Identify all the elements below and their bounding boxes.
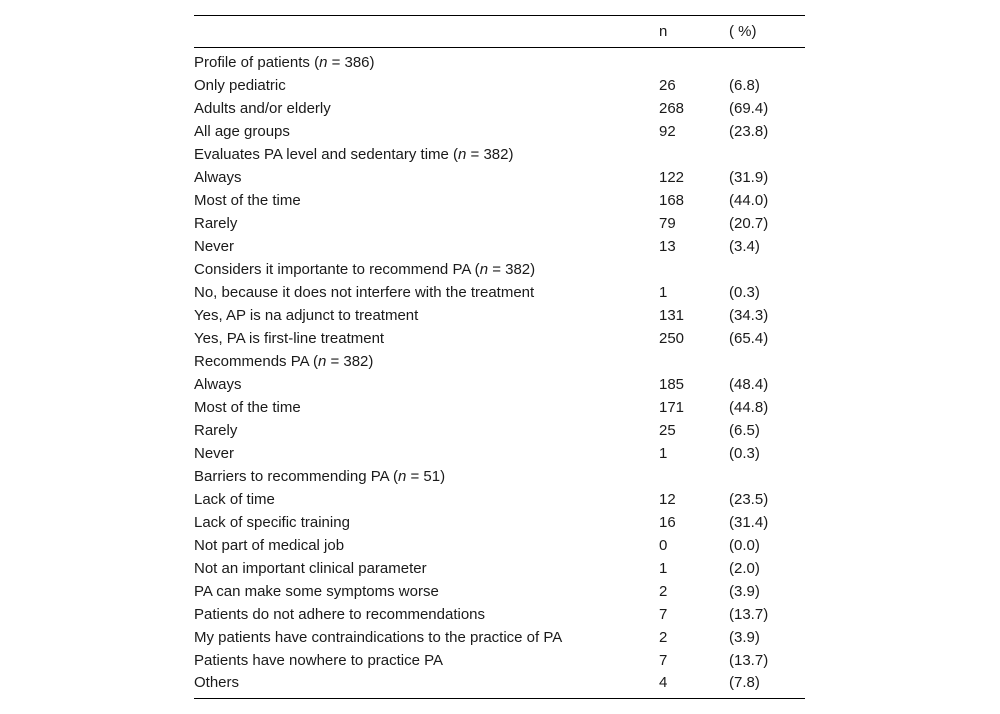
row-percent-value: (23.5): [729, 490, 769, 508]
table-row: [194, 120, 805, 143]
results-table-container: [194, 15, 805, 699]
section-percent-cell: [729, 465, 805, 488]
row-label: Yes, AP is na adjunct to treatment: [194, 306, 419, 324]
row-n-value: 25: [659, 421, 676, 439]
row-percent-value: (20.7): [729, 214, 769, 232]
section-title: [194, 465, 659, 488]
table-row: [194, 373, 805, 396]
table-row: [194, 580, 805, 603]
table-row: [194, 511, 805, 534]
table-row: [194, 672, 805, 699]
row-label: Not an important clinical parameter: [194, 559, 427, 577]
row-n-value: 7: [659, 605, 668, 623]
row-n-value: 1: [659, 283, 668, 301]
sample-size-symbol: n: [317, 352, 327, 370]
section-n-cell: [659, 48, 729, 74]
sample-size-symbol: n: [319, 53, 328, 71]
row-n-value: 16: [659, 513, 676, 531]
row-label: Lack of time: [194, 490, 275, 508]
table-row: [194, 534, 805, 557]
row-percent-value: (69.4): [729, 99, 769, 117]
section-row: [194, 258, 805, 281]
row-percent-value: (3.9): [729, 582, 760, 600]
row-percent-value: (13.7): [729, 651, 769, 669]
row-percent-value: (31.9): [729, 168, 769, 186]
row-n-value: 1: [659, 559, 668, 577]
sample-size-value: = 386): [327, 53, 375, 71]
row-n-value: 185: [659, 375, 685, 393]
header-label-column: [194, 16, 659, 48]
section-row: [194, 465, 805, 488]
table-row: [194, 603, 805, 626]
section-n-cell: [659, 258, 729, 281]
row-n-value: 7: [659, 651, 668, 669]
table-row: [194, 419, 805, 442]
section-title-text: Profile of patients (: [194, 53, 320, 71]
sample-size-value: = 382): [488, 260, 536, 278]
row-percent-value: (23.8): [729, 122, 769, 140]
row-label: Adults and/or elderly: [194, 99, 331, 117]
row-percent-value: (48.4): [729, 375, 769, 393]
table-row: [194, 327, 805, 350]
sample-size-symbol: n: [458, 145, 467, 163]
row-n-value: 92: [659, 122, 676, 140]
row-percent-value: (34.3): [729, 306, 769, 324]
row-percent-value: (0.0): [729, 536, 760, 554]
section-row: [194, 143, 805, 166]
table-row: [194, 166, 805, 189]
row-label: Rarely: [194, 214, 238, 232]
row-n-value: 4: [659, 672, 729, 699]
table-row: [194, 212, 805, 235]
section-title: [194, 258, 659, 281]
section-title: [194, 350, 659, 373]
section-title-text: Considers it importante to recommend PA (: [194, 260, 480, 278]
section-title-text: Recommends PA (: [194, 352, 318, 370]
row-label: No, because it does not interfere with the treatment: [194, 283, 535, 301]
row-n-value: 2: [659, 582, 668, 600]
row-label: Most of the time: [194, 191, 301, 209]
row-n-value: 171: [659, 398, 685, 416]
table-row: [194, 235, 805, 258]
section-row: [194, 48, 805, 74]
section-percent-cell: [729, 350, 805, 373]
section-title-text: Barriers to recommending PA (: [194, 467, 398, 485]
table-row: [194, 649, 805, 672]
row-percent-value: (0.3): [729, 444, 760, 462]
row-label: Rarely: [194, 421, 238, 439]
table-header: [194, 16, 805, 48]
sample-size-symbol: n: [397, 467, 407, 485]
section-n-cell: [659, 465, 729, 488]
row-n-value: 13: [659, 237, 676, 255]
row-label: PA can make some symptoms worse: [194, 582, 439, 600]
section-percent-cell: [729, 48, 805, 74]
row-percent-value: (44.8): [729, 398, 769, 416]
sample-size-value: = 382): [466, 145, 514, 163]
section-n-cell: [659, 350, 729, 373]
header-n-column: n: [659, 16, 729, 48]
section-n-cell: [659, 143, 729, 166]
table-row: [194, 74, 805, 97]
section-title-text: Evaluates PA level and sedentary time (: [194, 145, 459, 163]
row-n-value: 250: [659, 329, 685, 347]
row-n-value: 79: [659, 214, 676, 232]
row-n-value: 131: [659, 306, 685, 324]
row-percent-value: (13.7): [729, 605, 769, 623]
table-row: [194, 488, 805, 511]
row-label: Always: [194, 168, 242, 186]
row-label: Never: [194, 237, 235, 255]
table-row: [194, 189, 805, 212]
table-row: [194, 304, 805, 327]
section-row: [194, 350, 805, 373]
row-label: Lack of specific training: [194, 513, 350, 531]
row-n-value: 12: [659, 490, 676, 508]
table-row: [194, 396, 805, 419]
sample-size-symbol: n: [479, 260, 489, 278]
row-percent-value: (3.9): [729, 628, 760, 646]
section-title: [194, 48, 659, 74]
row-label: Only pediatric: [194, 76, 286, 94]
table-row: [194, 442, 805, 465]
row-n-value: 122: [659, 168, 685, 186]
row-n-value: 1: [659, 444, 668, 462]
row-n-value: 2: [659, 628, 668, 646]
row-label: Never: [194, 444, 235, 462]
section-percent-cell: [729, 258, 805, 281]
row-label: Patients have nowhere to practice PA: [194, 651, 444, 669]
row-label: Yes, PA is first-line treatment: [194, 329, 385, 347]
row-percent-value: (44.0): [729, 191, 769, 209]
row-percent-value: (2.0): [729, 559, 760, 577]
row-label: Most of the time: [194, 398, 301, 416]
row-percent-value: (7.8): [729, 672, 805, 699]
table-row: [194, 97, 805, 120]
table-row: [194, 626, 805, 649]
table-row: [194, 281, 805, 304]
row-percent-value: (31.4): [729, 513, 769, 531]
row-percent-value: (3.4): [729, 237, 760, 255]
row-percent-value: (6.8): [729, 76, 760, 94]
header-row: [194, 16, 805, 48]
sample-size-value: = 51): [406, 467, 446, 485]
row-n-value: 0: [659, 536, 668, 554]
row-label: Always: [194, 375, 242, 393]
row-percent-value: (0.3): [729, 283, 760, 301]
row-label: My patients have contraindications to the practice of PA: [194, 628, 563, 646]
row-label: Patients do not adhere to recommendations: [194, 605, 486, 623]
row-n-value: 168: [659, 191, 685, 209]
section-title: [194, 143, 659, 166]
table-body: [194, 48, 805, 699]
row-n-value: 268: [659, 99, 685, 117]
results-table: [194, 15, 805, 699]
table-row: [194, 557, 805, 580]
row-percent-value: (65.4): [729, 329, 769, 347]
header-percent-column: ( %): [729, 16, 805, 48]
row-percent-value: (6.5): [729, 421, 760, 439]
row-label: Others: [194, 672, 659, 699]
row-label: Not part of medical job: [194, 536, 345, 554]
section-percent-cell: [729, 143, 805, 166]
row-label: All age groups: [194, 122, 290, 140]
sample-size-value: = 382): [326, 352, 374, 370]
row-n-value: 26: [659, 76, 676, 94]
